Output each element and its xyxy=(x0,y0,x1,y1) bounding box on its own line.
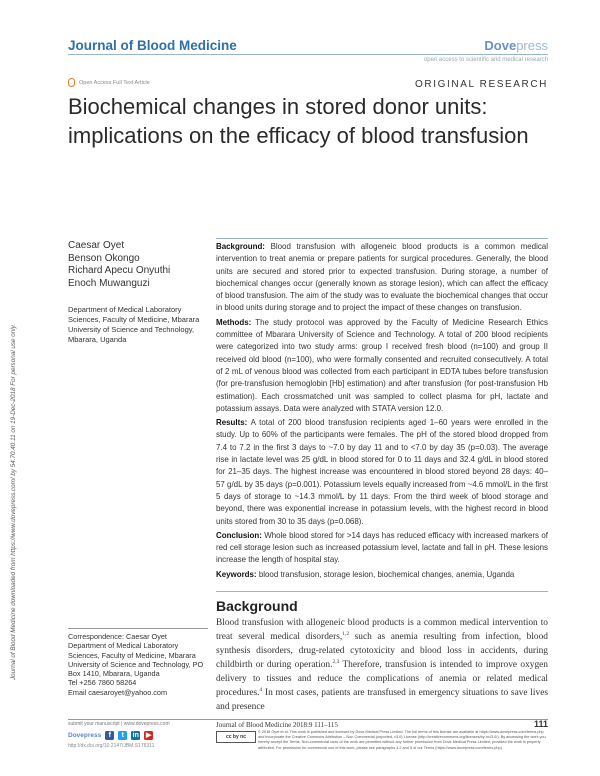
header-divider xyxy=(68,54,548,55)
citation-ref[interactable]: 1,2 xyxy=(342,630,350,637)
page-number: 111 xyxy=(533,719,548,729)
correspondence-line: Box 1410, Mbarara, Uganda xyxy=(68,669,160,679)
youtube-icon[interactable]: ▶ xyxy=(146,732,152,739)
license-text: © 2018 Oyet et al. This work is published and licensed by Dove Medical Press Limited. The full terms of this license are available at https://www.dovepress.com/terms.php and incorporate the Creative Commons Attribution – Non Commercial (unported, v3.0) License (http://creativecommons.org/licenses/by-nc/3.0/). By accessing the work you hereby accept the Terms. Non-commercial uses of the work are permitted without any further permission from Dove Medical Press Limited, provided the work is properly attributed. For permission for commercial use of this work, please see paragraphs 4.2 and 5 of our Terms (https://www.dovepress.com/terms.php). xyxy=(258,730,546,750)
body-text: such as anemia resulting from infection, blood synthesis disorders, drug-related cytotoxicity and blood loss in accidents, during childbirth or during operation. xyxy=(216,632,548,670)
open-access-lock-icon xyxy=(68,78,75,87)
abstract-top-divider xyxy=(216,238,548,239)
correspondence-email[interactable]: Email caesaroyet@yahoo.com xyxy=(68,687,168,697)
abstract-results xyxy=(216,417,548,528)
abstract-text: The study protocol was approved by the Faculty of Medicine Research Ethics committee of Mbarara University of Science and Technology. A total of 200 blood recipients were categorized into two study arms: group I received fresh blood (n=100) and group II received old blood (n=100), who were formally consented and recruited consecutively. A total of 2 mL of venous blood was collected from each participant in EDTA tubes before transfusion (for pre-transfusion hemoglobin [Hb] estimation) and after transfusion (for post-transfusion Hb estimation). Each crossmatched unit was sampled to collect plasma for pH, lactate and potassium assays. Data were analyzed with STATA version 12.0. xyxy=(216,317,548,413)
open-access-label: Open Access Full Text Article xyxy=(79,79,150,86)
author-name[interactable]: Benson Okongo xyxy=(68,252,140,264)
abstract-label: Methods: xyxy=(216,317,252,327)
journal-title: Journal of Blood Medicine xyxy=(68,38,237,53)
publisher-light: press xyxy=(516,38,548,53)
citation-ref[interactable]: 4 xyxy=(259,686,263,693)
abstract-label: Background: xyxy=(216,242,265,251)
submit-manuscript-link[interactable]: submit your manuscript | www.dovepress.com xyxy=(68,721,170,727)
abstract-text: blood transfusion, storage lesion, biochemical changes, anemia, Uganda xyxy=(258,569,515,579)
abstract-background xyxy=(216,241,548,315)
correspondence-block xyxy=(68,632,208,697)
abstract-text: Whole blood stored for >14 days has reduced efficacy with increased markers of red cell storage lesion such as increased potassium level, lactate and fall in pH. These lesions increase the length of hospital stay. xyxy=(216,530,548,565)
abstract-methods xyxy=(216,317,548,415)
footer-dove-logo[interactable]: Dovepress xyxy=(68,732,102,739)
correspondence-line: Correspondence: Caesar Oyet xyxy=(68,632,167,641)
author-name[interactable]: Caesar Oyet xyxy=(68,240,125,251)
body-text: Blood transfusion with allogeneic blood products is a common medical intervention to treat several medical disorders, xyxy=(216,618,548,642)
publisher-tagline: open access to scientific and medical research xyxy=(423,57,548,63)
abstract-label: Keywords: xyxy=(216,569,257,579)
citation-ref[interactable]: 2,3 xyxy=(332,658,340,665)
journal-citation: Journal of Blood Medicine 2018:9 111–115 xyxy=(216,721,338,729)
article-type: ORIGINAL RESEARCH xyxy=(415,79,548,90)
correspondence-line: Sciences, Faculty of Medicine, Mbarara xyxy=(68,650,196,660)
author-affiliation: Department of Medical Laboratory Sciences, Faculty of Medicine, Mbarara University of Science and Technology, Mbarara, Uganda xyxy=(68,305,200,344)
abstract-keywords xyxy=(216,569,548,581)
body-text: Therefore, transfusion is intended to improve oxygen delivery to tissues and reduce the complications of anemia or related medical procedures. xyxy=(216,660,548,698)
cc-license-badge[interactable]: cc by nc xyxy=(216,731,256,743)
correspondence-line: Department of Medical Laboratory xyxy=(68,641,179,651)
abstract-bottom-divider xyxy=(216,591,548,592)
abstract-label: Results: xyxy=(216,418,248,428)
correspondence-line: Tel +256 7860 58264 xyxy=(68,678,137,688)
author-name[interactable]: Richard Apecu Onyuthi xyxy=(68,265,171,276)
correspondence-line: University of Science and Technology, PO xyxy=(68,659,204,669)
publisher-bold: Dove xyxy=(484,38,517,53)
facebook-icon[interactable]: f xyxy=(105,731,114,740)
linkedin-icon[interactable]: in xyxy=(132,732,139,739)
download-note: Journal of Blood Medicine downloaded from https://www.dovepress.com/ by 54.70.40.11 on 19-Dec-2018 For personal use only. xyxy=(10,323,17,680)
body-text: In most cases, patients are transfused in emergency situations to save lives and presence xyxy=(216,688,548,712)
author-list xyxy=(68,240,170,290)
background-paragraph xyxy=(216,616,548,714)
article-title: Biochemical changes in stored donor units: implications on the efficacy of blood transfusion xyxy=(68,94,529,148)
footer-publisher xyxy=(68,731,153,740)
abstract-text: Blood transfusion with allogeneic blood products is a common medical intervention to treat anemia or prepare patients for surgical procedures. Generally, the blood units are secured and stored prior to expected transfusion. During storage, a number of biochemical changes occur (generally known as storage lesion), which can affect the efficacy of blood transfusion. The aim of the study was to evaluate the biochemical changes that occur in blood units during storage and to project the impact of these changes on transfusion. xyxy=(216,242,548,313)
abstract-label: Conclusion: xyxy=(216,530,262,540)
twitter-icon[interactable]: t xyxy=(118,731,127,740)
footer-divider xyxy=(68,719,548,720)
doi-link[interactable]: http://dx.doi.org/10.2147/JBM.S176311 xyxy=(68,743,155,749)
abstract-conclusion xyxy=(216,530,548,567)
abstract-text: A total of 200 blood transfusion recipients aged 1–60 years were enrolled in the study. Up to 60% of the participants were females. The pH of the stored blood dropped from 7.4 to 7.2 in the first 3 days to ~7.0 by day 11 and to <7.0 by day 35 (p=0.03). The average rise in lactate level was 25 g/dL in blood stored for 0 to 11 days and 32.4 g/dL in blood stored for 21–35 days. The highest increase was encountered in blood stored beyond 28 days: 40–57 g/dL by 35 days (p=0.001). Potassium levels equally increased from ~4.6 mmol/L in the first 5 days of storage to ~14.3 mmol/L by 11 days. From the third week of blood storage and beyond, there was exponential increase in potassium levels, with the highest record in blood units stored from 30 to 35 days (p=0.068). xyxy=(216,418,548,526)
correspondence-divider xyxy=(68,628,208,629)
publisher-logo[interactable] xyxy=(484,38,548,53)
open-access-badge xyxy=(68,78,150,87)
section-heading-background: Background xyxy=(216,598,298,614)
author-name[interactable]: Enoch Muwanguzi xyxy=(68,277,150,289)
abstract xyxy=(216,241,548,583)
